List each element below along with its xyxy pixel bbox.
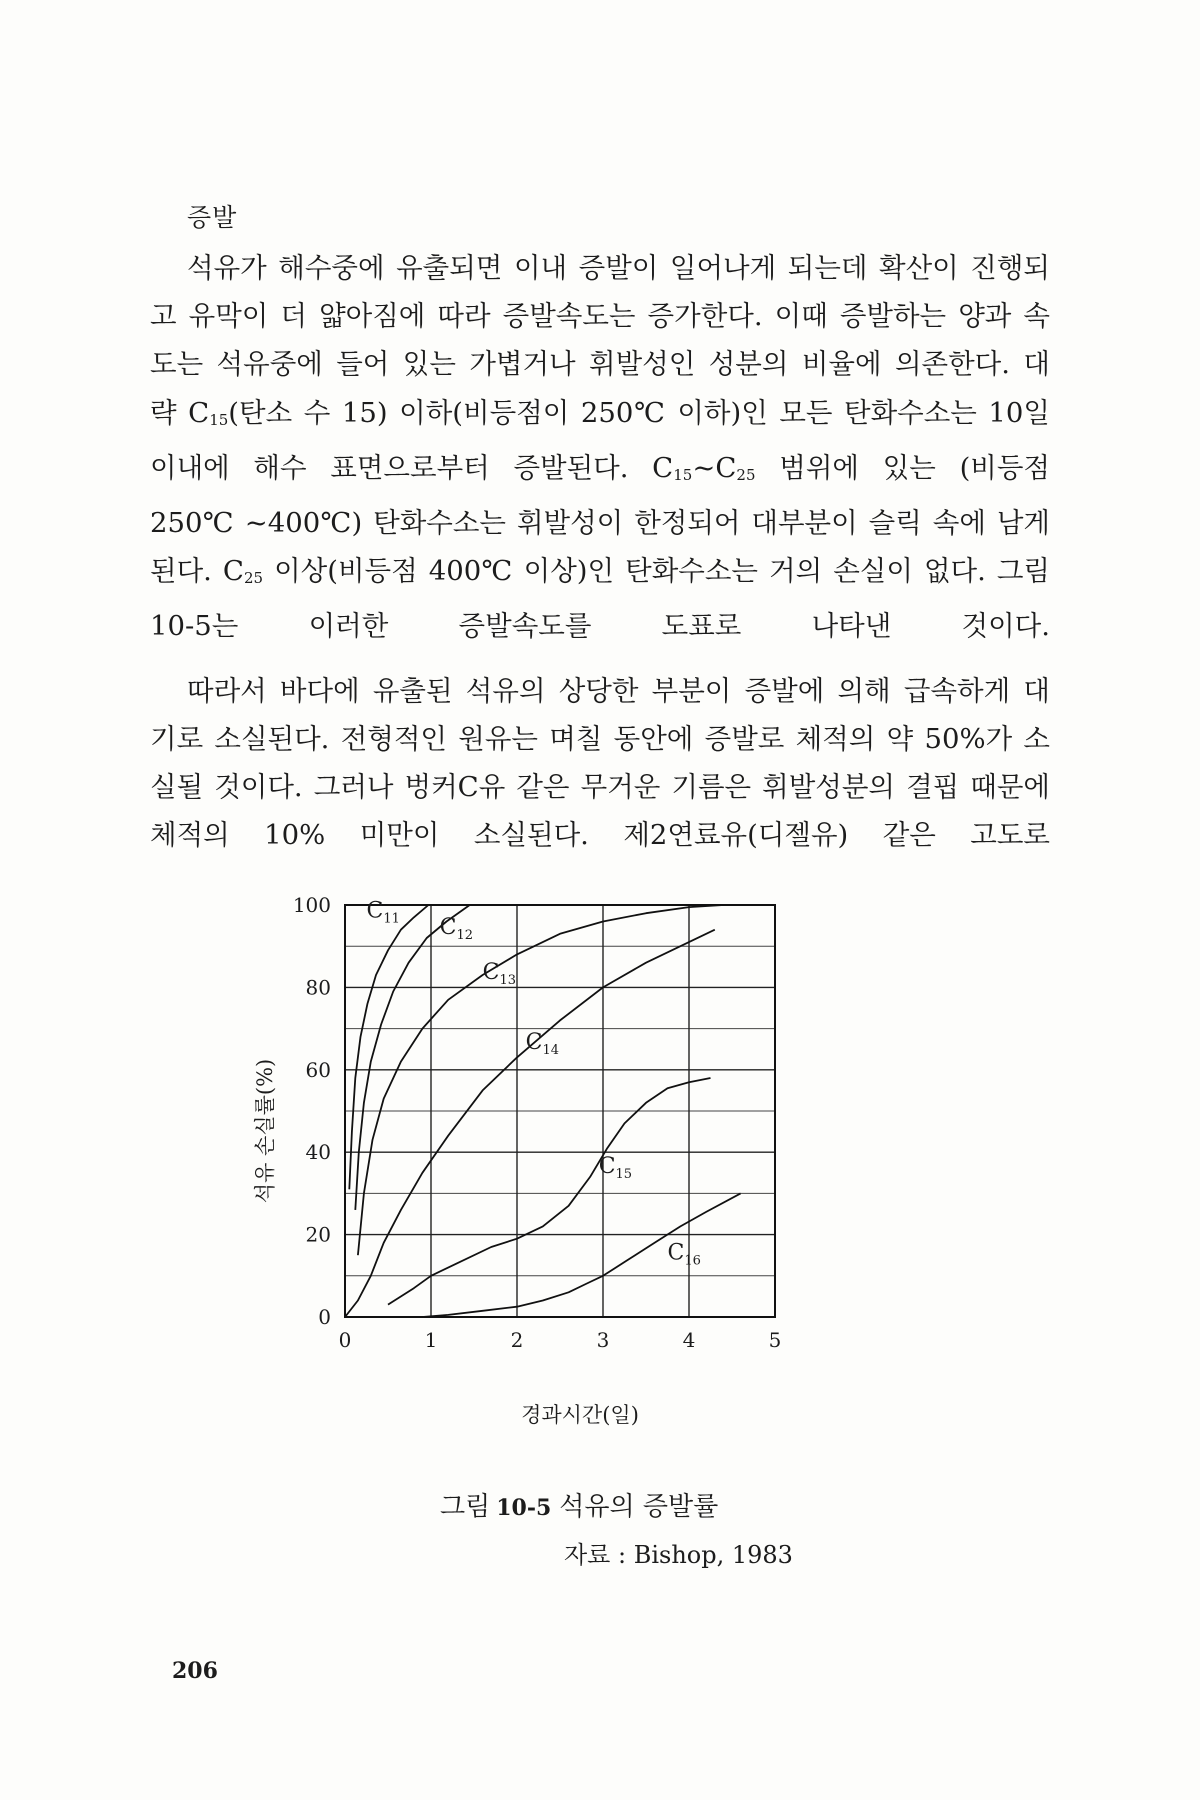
subscript: 15 (673, 465, 693, 484)
y-tick-label: 0 (318, 1305, 331, 1329)
series-label-sub: 11 (383, 911, 400, 927)
series-label-base: C (667, 1240, 685, 1266)
series-label-base: C (366, 898, 384, 924)
series-label-c13 (483, 960, 516, 988)
paragraph-2 (150, 667, 1050, 860)
series-label-base: C (598, 1153, 616, 1179)
page-number: 206 (172, 1658, 218, 1684)
figure-caption (440, 1486, 718, 1523)
x-tick-label: 3 (596, 1328, 610, 1352)
series-label-c16 (668, 1240, 701, 1268)
subscript: 15 (209, 410, 229, 429)
x-tick-label: 0 (338, 1328, 352, 1352)
text-run: 범위에 있는 (비등점 250℃ ~400℃) 탄화수소는 휘발성이 한정되어 대부분이 슬릭 속에 남게 된다. C (150, 451, 1050, 588)
x-tick-label: 5 (768, 1328, 782, 1352)
text-run: (탄소 수 15) 이하(비등점이 250℃ 이하)인 모든 탄화수소는 10일 이내에 해수 표면으로부터 증발된다. C (150, 396, 1050, 484)
caption-number: 10-5 (496, 1495, 552, 1521)
series-label-base: C (482, 960, 500, 986)
series-line-c15 (388, 1078, 711, 1305)
series-label-c12 (440, 915, 473, 943)
series-label-sub: 12 (456, 927, 473, 943)
y-tick-label: 20 (305, 1222, 331, 1247)
series-label-sub: 14 (542, 1043, 559, 1059)
evaporation-chart (253, 870, 920, 1430)
series-label-sub: 16 (684, 1253, 701, 1269)
y-axis-title: 석유 손실률(%) (253, 1058, 277, 1204)
series-line-c12 (355, 905, 469, 1210)
series-label-base: C (439, 914, 457, 940)
series-line-c11 (349, 905, 428, 1189)
series-label-sub: 15 (615, 1166, 633, 1182)
x-tick-label: 1 (424, 1328, 438, 1352)
text-run: 따라서 바다에 유출된 석유의 상당한 부분이 증발에 의해 급속하게 대기로 소실된다. 전형적인 원유는 며칠 동안에 증발로 체적의 약 50%가 소실될 것이다. 그러나 벙커C유 같은 무거운 기름은 휘발성분의 결핍 때문에 체적의 10% 미만이 소실된다. 제2연료유(디젤유) 같은 고도로 (150, 674, 1050, 852)
y-tick-label: 80 (305, 975, 331, 1000)
figure-source: 자료 : Bishop, 1983 (564, 1541, 793, 1569)
text-run: 이상(비등점 400℃ 이상)인 탄화수소는 거의 손실이 없다. 그림 10-5는 이러한 증발속도를 도표로 나타낸 것이다. (150, 555, 1050, 643)
subscript: 25 (736, 465, 756, 484)
caption-label: 그림 (440, 1492, 491, 1522)
text-run: ~C (692, 451, 737, 484)
x-tick-label: 4 (682, 1328, 696, 1352)
x-tick-label: 2 (510, 1328, 524, 1352)
caption-title: 석유의 증발률 (559, 1492, 719, 1522)
series-label-sub: 13 (499, 973, 516, 989)
body-text (150, 244, 1050, 859)
text-run: 석유가 해수중에 유출되면 이내 증발이 일어나게 되는데 확산이 진행되고 유막이 더 얇아짐에 따라 증발속도는 증가한다. 이때 증발하는 양과 속도는 석유중에 들어 있는 가볍거나 휘발성인 성분의 비율에 의존한다. 대략 C (150, 252, 1050, 429)
subscript: 25 (243, 569, 264, 588)
series-label-c11 (367, 898, 400, 926)
y-tick-label: 40 (305, 1140, 331, 1165)
section-title: 증발 (187, 203, 238, 232)
series-label-base: C (525, 1030, 543, 1056)
y-tick-label: 60 (305, 1057, 331, 1082)
paragraph-1 (150, 244, 1050, 651)
series-label-c15 (599, 1154, 632, 1182)
series-label-c14 (526, 1030, 559, 1058)
y-tick-label: 100 (292, 893, 331, 917)
x-axis-title: 경과시간(일) (521, 1403, 639, 1427)
